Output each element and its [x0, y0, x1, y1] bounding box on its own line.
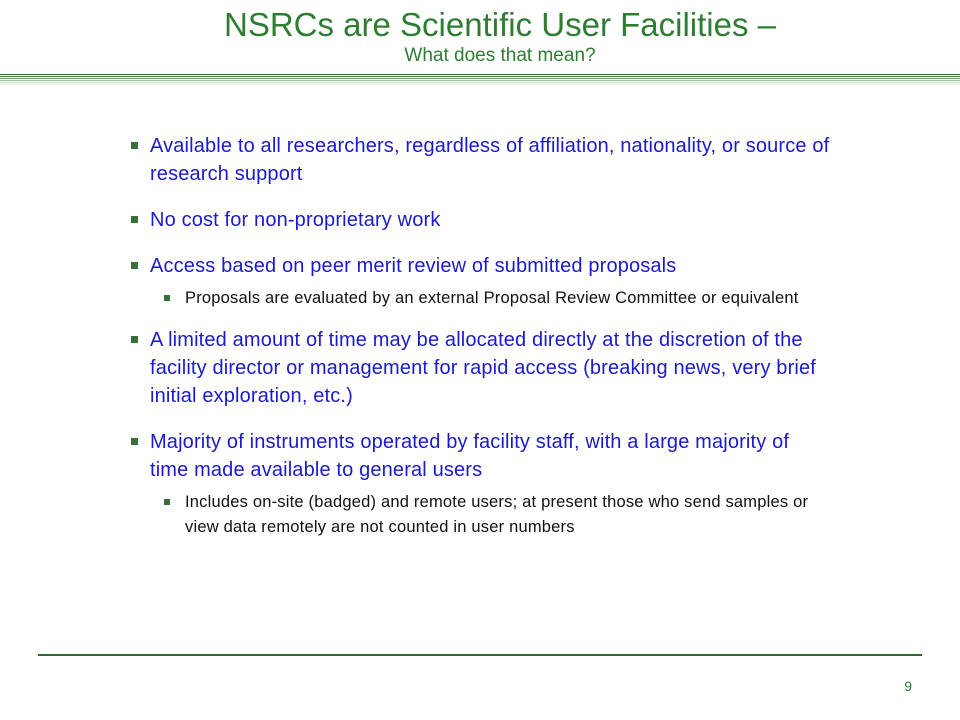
sub-bullet-text: Proposals are evaluated by an external Proposal Review Committee or equivalent: [185, 289, 799, 307]
bullet-text: Access based on peer merit review of submitted proposals: [150, 255, 677, 277]
bullet-text: Majority of instruments operated by facility staff, with a large majority of time made available to general users: [150, 431, 790, 481]
bullet-item: [130, 206, 830, 234]
square-bullet-icon: [131, 142, 138, 149]
square-bullet-icon: [131, 438, 138, 445]
bullet-text: No cost for non-proprietary work: [150, 209, 441, 231]
slide-title: NSRCs are Scientific User Facilities –: [224, 6, 776, 43]
footer-rule: [38, 654, 922, 656]
bullet-list: [130, 132, 830, 555]
bullet-item: [130, 132, 830, 188]
square-bullet-icon: [131, 216, 138, 223]
square-bullet-icon: [164, 499, 170, 505]
sub-bullet-item: [164, 490, 830, 540]
sub-bullet-text: Includes on-site (badged) and remote users; at present those who send samples or view data remotely are not counted in user numbers: [185, 493, 809, 536]
bullet-item: [130, 326, 830, 410]
bullet-item: [130, 428, 830, 484]
bullet-text: A limited amount of time may be allocated directly at the discretion of the facility director or management for rapid access (breaking news, very brief initial exploration, etc.): [150, 329, 816, 407]
bullet-item: [130, 252, 830, 280]
square-bullet-icon: [164, 295, 170, 301]
header-rule: [0, 74, 960, 88]
square-bullet-icon: [131, 336, 138, 343]
slide-subtitle: What does that mean?: [404, 45, 596, 66]
sub-bullet-item: [164, 286, 830, 311]
page-number: 9: [904, 678, 912, 694]
square-bullet-icon: [131, 262, 138, 269]
bullet-text: Available to all researchers, regardless of affiliation, nationality, or source of research support: [150, 135, 830, 185]
